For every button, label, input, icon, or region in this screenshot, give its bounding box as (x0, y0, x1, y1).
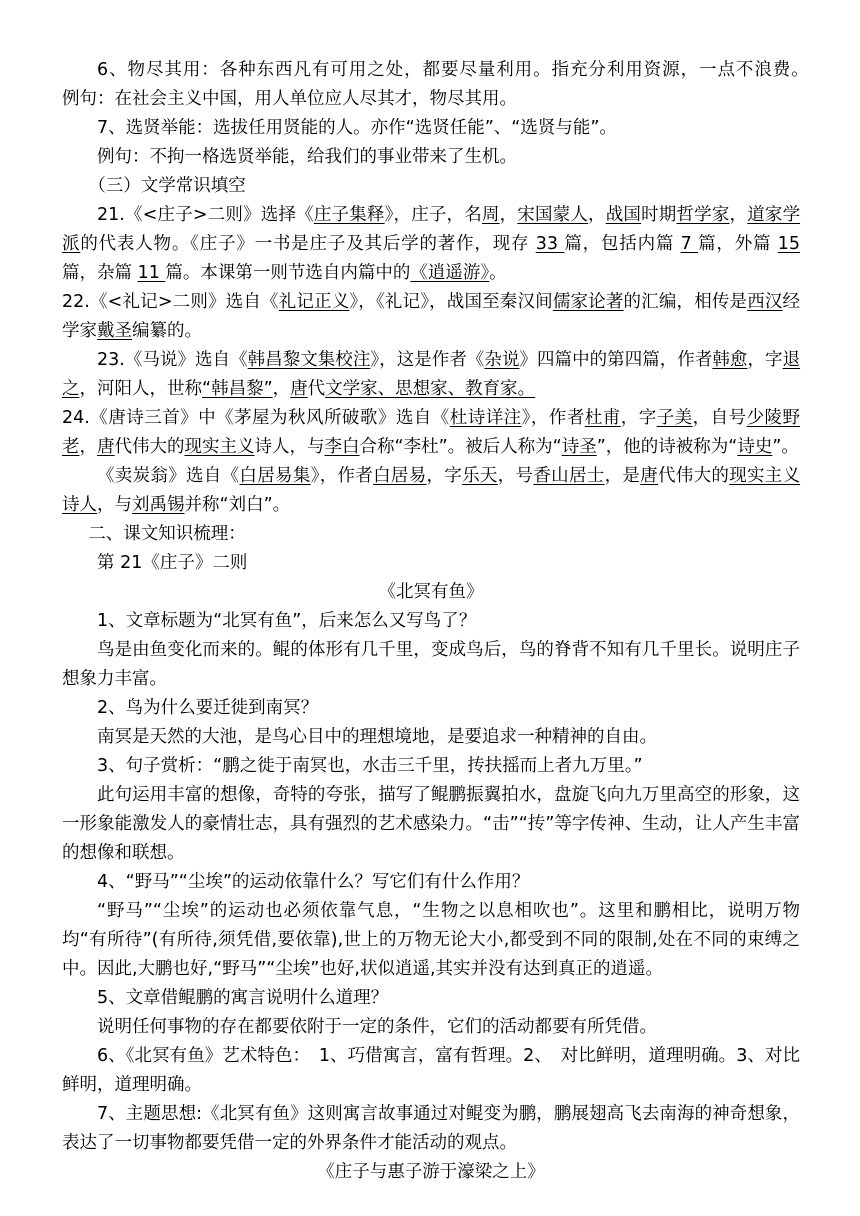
text-run: 的汇编，相传是 (623, 292, 748, 312)
text-run: 说明任何事物的存在都要依附于一定的条件，它们的活动都要有所凭借。 (97, 1017, 657, 1037)
text-run: ”。 (772, 437, 799, 457)
text-run: 》，庄子，名 (384, 205, 482, 225)
text-run: ，字 (747, 350, 783, 370)
underlined-answer: 33 (535, 234, 565, 254)
underlined-answer: 周 (481, 205, 500, 225)
paragraph (62, 578, 800, 607)
text-run: ，自号 (692, 408, 747, 428)
underlined-answer: 子美 (656, 408, 693, 428)
underlined-answer: 现实主义诗人 (62, 466, 801, 515)
text-run: 篇，外篇 (698, 234, 778, 254)
text-run: 《北冥有鱼》 (378, 582, 484, 602)
text-run: 》，作者 (310, 466, 374, 486)
text-run: ”，他的诗被称为“ (596, 437, 738, 457)
paragraph (62, 201, 800, 288)
underlined-answer: 杂说 (484, 350, 520, 370)
text-run: 的代表人物。《庄子》一书是庄子及其后学的著作，现存 (80, 234, 536, 254)
underlined-answer: 刘禹锡 (132, 495, 185, 515)
text-run: 代伟大的 (657, 466, 730, 486)
text-run: 篇，包括内篇 (564, 234, 681, 254)
underlined-answer: 诗圣 (561, 437, 597, 457)
text-run: “野马”“尘埃”的运动也必须依靠气息，“生物之以息相吹也”。这里和鹏相比，说明万物均“有所待”(有所待,须凭借,要依靠),世上的万物无论大小,都受到不同的限制,处在不同的束缚之中。因此,大鹏也好,“野马”“尘埃”也好,状似逍遥,其实并没有达到真正的逍遥。 (62, 901, 800, 979)
underlined-answer: 戴圣 (97, 321, 132, 341)
underlined-answer: 儒家论著 (552, 292, 624, 312)
text-run: 3、句子赏析：“鹏之徙于南冥也，水击三千里，抟扶摇而上者九万里。” (97, 756, 643, 776)
paragraph (62, 607, 800, 636)
underlined-answer: 11 (137, 263, 166, 283)
text-run: 鸟是由鱼变化而来的。鲲的体形有几千里，变成鸟后，鸟的脊背不知有几千里长。说明庄子想象力丰富。 (62, 640, 800, 689)
text-run: 篇。本课第一则节选自内篇中的 (165, 263, 411, 283)
underlined-answer: 现实主义 (184, 437, 255, 457)
underlined-answer: 唐 (97, 437, 115, 457)
text-run: ，字 (426, 466, 463, 486)
underlined-answer: 香山居士 (533, 466, 605, 486)
text-run: 编纂的。 (132, 321, 202, 341)
text-run: ， (272, 379, 291, 399)
text-run: 代伟大的 (114, 437, 185, 457)
paragraph (62, 1013, 800, 1042)
paragraph (62, 781, 800, 868)
paragraph (62, 694, 800, 723)
text-run: 4、“野马”“尘埃”的运动依靠什么？写它们有什么作用？ (97, 872, 530, 892)
text-run: 》，作者 (521, 408, 585, 428)
text-run: ， (79, 437, 97, 457)
text-run: ， (588, 205, 606, 225)
text-run: 1、文章标题为“北冥有鱼”，后来怎么又写鸟了？ (97, 611, 477, 631)
paragraph (62, 868, 800, 897)
text-run: 》四篇中的第四篇，作者 (519, 350, 713, 370)
underlined-answer: 庄子集释 (313, 205, 385, 225)
text-run: 21.《<庄子>二则》选择《 (97, 205, 314, 225)
text-run: 时期 (641, 205, 677, 225)
text-run: ，与 (97, 495, 132, 515)
text-run: 23.《马说》选自《 (97, 350, 248, 370)
text-run: ，河阳人，世称 (79, 379, 202, 399)
text-run: 22.《<礼记>二则》选自《 (62, 292, 279, 312)
paragraph (62, 636, 800, 694)
paragraph (62, 897, 800, 984)
text-run: 经学家 (62, 292, 801, 341)
underlined-answer: 白居易 (373, 466, 427, 486)
underlined-answer: 礼记正义 (278, 292, 350, 312)
paragraph (62, 143, 800, 172)
paragraph (62, 404, 800, 462)
text-run: ，号 (497, 466, 534, 486)
text-run: 《庄子与惠子游于濠梁之上》 (317, 1162, 545, 1182)
text-run: 第 21《庄子》二则 (97, 553, 248, 573)
text-run: 代 (307, 379, 326, 399)
paragraph (62, 288, 800, 346)
paragraph (62, 56, 835, 114)
text-run: ，是 (604, 466, 641, 486)
paragraph (62, 462, 800, 520)
paragraph (62, 346, 800, 404)
text-run: 6、《北冥有鱼》艺术特色： 1、巧借寓言，富有哲理。2、 对比鲜明，道理明确。3、对比鲜明，道理明确。 (62, 1046, 800, 1095)
text-run: 合称“李杜”。被后人称为“ (359, 437, 562, 457)
paragraph (62, 1100, 800, 1158)
text-run: 篇，杂篇 (62, 263, 138, 283)
underlined-answer: 杜诗详注 (449, 408, 522, 428)
underlined-answer: 15 (777, 234, 801, 254)
paragraph (62, 520, 800, 549)
underlined-answer: 退之 (62, 350, 801, 399)
text-run: 24.《唐诗三首》中《茅屋为秋风所破歌》选自《 (62, 408, 450, 428)
underlined-answer: 韩昌黎文集校注 (247, 350, 371, 370)
underlined-answer: 乐天 (462, 466, 498, 486)
paragraph (62, 984, 800, 1013)
text-run: 。 (489, 263, 507, 283)
text-run: 此句运用丰富的想像，奇特的夸张，描写了鲲鹏振翼拍水，盘旋飞向九万里高空的形象，这一形象能激发人的豪情壮志，具有强烈的艺术感染力。“击”“抟”等字传神、生动，让人产生丰富的想像和联想。 (62, 785, 800, 863)
paragraph (62, 1042, 800, 1100)
text-run: 南冥是天然的大池，是鸟心目中的理想境地，是要追求一种精神的自由。 (97, 727, 657, 747)
text-run: ， (499, 205, 518, 225)
underlined-answer: 7 (680, 234, 699, 254)
underlined-answer: 诗史 (737, 437, 773, 457)
underlined-answer: 文学家、思想家、教育家。 (325, 379, 536, 399)
paragraph (62, 1158, 800, 1187)
paragraph (62, 172, 800, 201)
text-run: 例句：不拘一格选贤举能，给我们的事业带来了生机。 (97, 147, 517, 167)
underlined-answer: “韩昌黎” (202, 379, 273, 399)
text-run: 》，《礼记》，战国至秦汉间 (349, 292, 553, 312)
text-run: 诗人，与 (254, 437, 325, 457)
text-run: 》，这是作者《 (370, 350, 485, 370)
underlined-answer: 韩愈 (712, 350, 748, 370)
text-run: 2、鸟为什么要迁徙到南冥？ (97, 698, 319, 718)
paragraph (62, 114, 800, 143)
paragraph (62, 723, 800, 752)
text-run: 二、课文知识梳理： (88, 524, 246, 544)
underlined-answer: 少陵野老 (62, 408, 801, 457)
underlined-answer: 《逍遥游》 (410, 263, 490, 283)
text-run: 7、主题思想:《北冥有鱼》这则寓言故事通过对鲲变为鹏，鹏展翅高飞去南海的神奇想象，表达了一切事物都要凭借一定的外界条件才能活动的观点。 (62, 1104, 800, 1153)
underlined-answer: 哲学家 (676, 205, 730, 225)
paragraph (62, 549, 800, 578)
underlined-answer: 李白 (324, 437, 360, 457)
underlined-answer: 唐 (640, 466, 658, 486)
text-run: 《卖炭翁》选自《 (97, 466, 240, 486)
text-run: （三）文学常识填空 (88, 176, 246, 196)
underlined-answer: 宋国蒙人 (517, 205, 589, 225)
text-run: 6、物尽其用：各种东西凡有可用之处，都要尽量利用。指充分利用资源，一点不浪费。 例句：在社会主义中国，用人单位应人尽其才，物尽其用。 (62, 60, 835, 109)
underlined-answer: 战国 (605, 205, 642, 225)
text-run: 7、选贤举能：选拔任用贤能的人。亦作“选贤任能”、“选贤与能”。 (97, 118, 617, 138)
paragraph (62, 752, 800, 781)
underlined-answer: 杜甫 (584, 408, 621, 428)
underlined-answer: 西汉 (747, 292, 783, 312)
underlined-answer: 道家学派 (62, 205, 801, 254)
text-run: 并称“刘白”。 (184, 495, 291, 515)
underlined-answer: 白居易集 (239, 466, 311, 486)
underlined-answer: 唐 (290, 379, 308, 399)
text-run: ，字 (620, 408, 657, 428)
text-run: ， (729, 205, 748, 225)
text-run: 5、文章借鲲鹏的寓言说明什么道理？ (97, 988, 389, 1008)
